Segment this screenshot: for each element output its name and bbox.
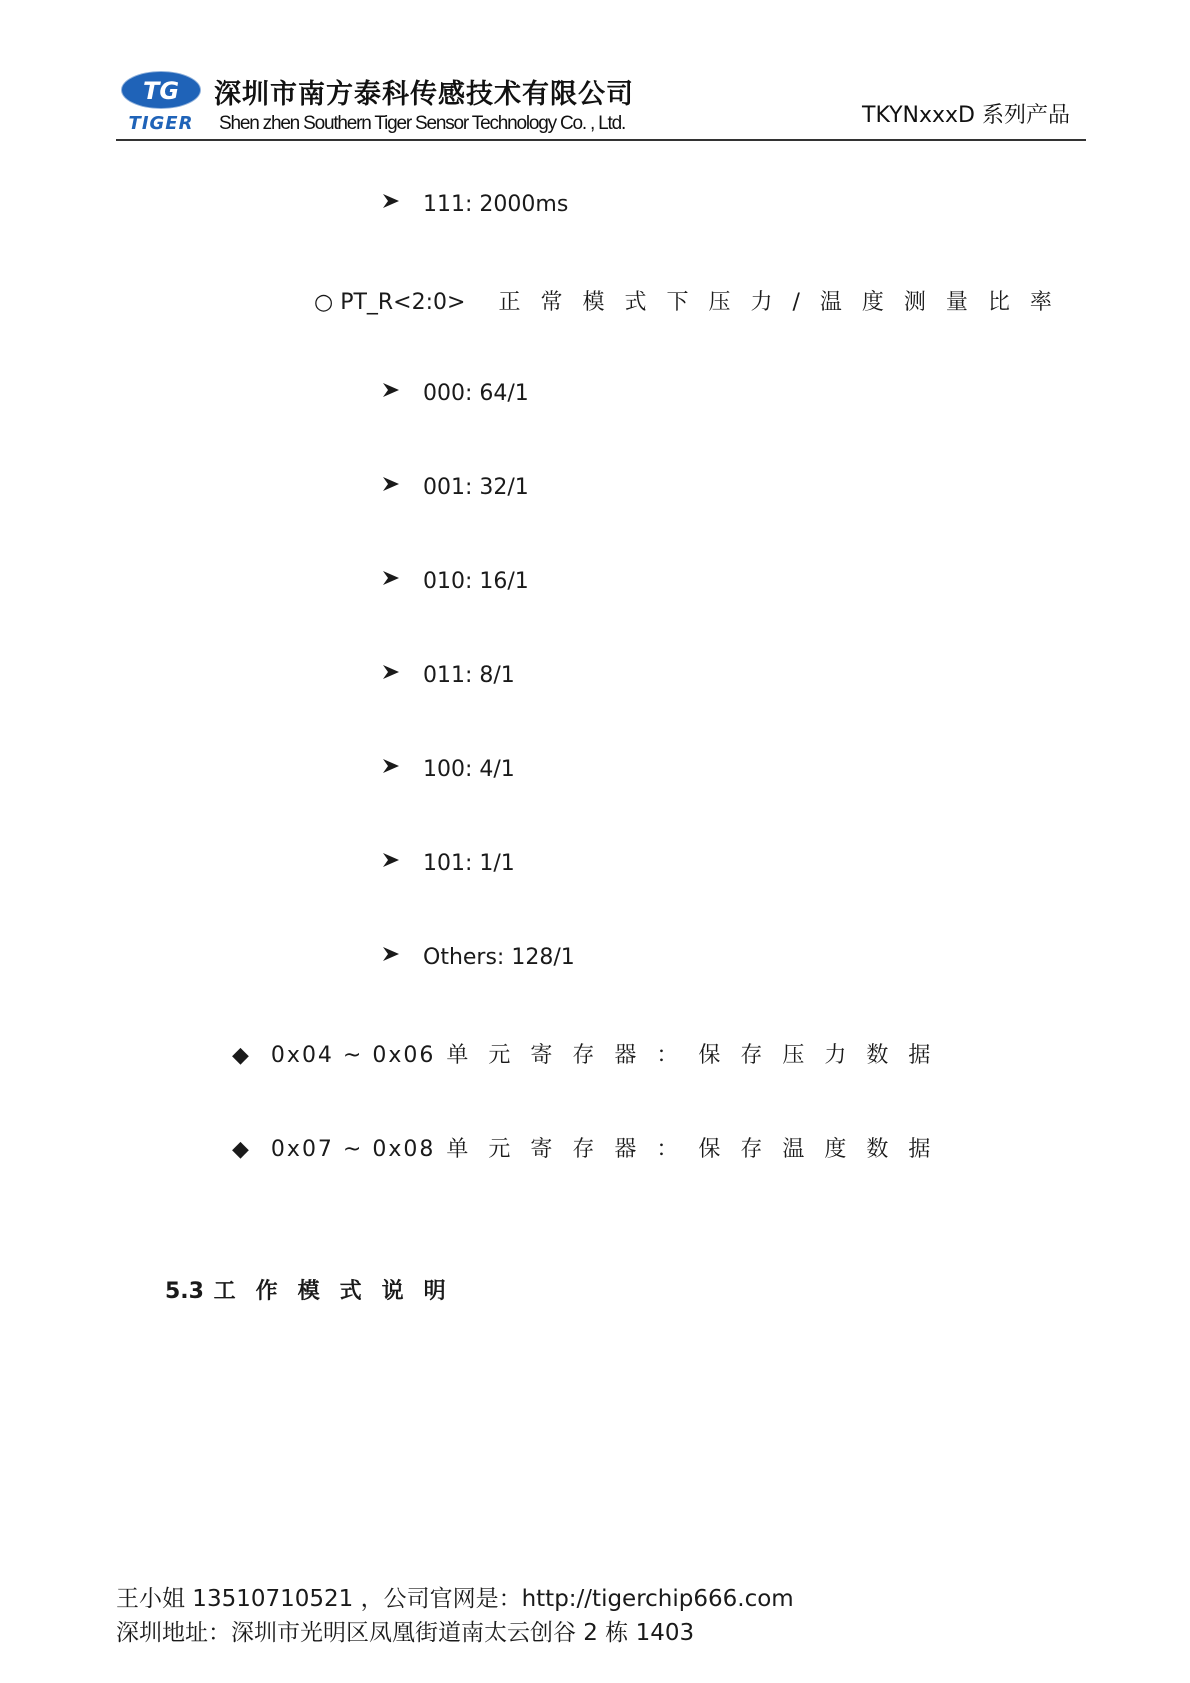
- register-note-text: 单元寄存器：保存压力数据: [446, 1043, 951, 1068]
- footer-address: 深圳地址：深圳市光明区凤凰街道南太云创谷 2 栋 1403: [116, 1620, 695, 1646]
- list-item: [381, 850, 515, 876]
- footer-contact: 王小姐 13510710521 ，公司官网是：http://tigerchip666.com: [116, 1586, 794, 1612]
- list-item-text: 010: 16/1: [423, 569, 529, 594]
- arrow-bullet-icon: [381, 380, 401, 400]
- company-logo: [118, 68, 204, 132]
- list-item: [381, 380, 529, 406]
- register-note: [232, 1132, 950, 1163]
- register-range: 0x04 ~ 0x06: [270, 1043, 436, 1068]
- register-range: 0x07 ~ 0x08: [270, 1137, 436, 1162]
- arrow-bullet-icon: [381, 756, 401, 776]
- section-number: 5.3: [165, 1279, 204, 1304]
- list-item-text: 000: 64/1: [423, 381, 529, 406]
- arrow-bullet-icon: [381, 568, 401, 588]
- list-item: [381, 944, 575, 970]
- list-item: [381, 662, 515, 688]
- list-item-text: 100: 4/1: [423, 757, 515, 782]
- register-note: [232, 1038, 950, 1069]
- logo-wordmark: TIGER: [128, 113, 194, 132]
- register-name: ○ PT_R<2:0>: [314, 290, 466, 315]
- diamond-bullet-icon: ◆: [232, 1043, 249, 1068]
- header-divider: [116, 139, 1086, 141]
- register-heading: [314, 285, 1072, 316]
- list-item-text: Others: 128/1: [423, 945, 575, 970]
- list-item: [381, 568, 529, 594]
- register-description: 正常模式下压力/温度测量比率: [498, 290, 1072, 315]
- arrow-bullet-icon: [381, 850, 401, 870]
- arrow-bullet-icon: [381, 191, 401, 211]
- logo-mark-text: TG: [142, 77, 180, 105]
- list-item: [381, 191, 568, 217]
- list-item-text: 001: 32/1: [423, 475, 529, 500]
- arrow-bullet-icon: [381, 474, 401, 494]
- list-item: [381, 756, 515, 782]
- company-name-en: Shen zhen Southern Tiger Sensor Technology Co. , Ltd.: [219, 113, 626, 134]
- company-name-cn: 深圳市南方泰科传感技术有限公司: [214, 79, 634, 110]
- list-item-text: 011: 8/1: [423, 663, 515, 688]
- diamond-bullet-icon: ◆: [232, 1137, 249, 1162]
- register-note-text: 单元寄存器：保存温度数据: [446, 1137, 951, 1162]
- list-item: [381, 474, 529, 500]
- section-heading: [165, 1274, 466, 1305]
- list-item-text: 111: 2000ms: [423, 192, 569, 217]
- product-series: TKYNxxxD 系列产品: [862, 103, 1070, 128]
- list-item-text: 101: 1/1: [423, 851, 515, 876]
- section-title: 工作模式说明: [213, 1279, 466, 1304]
- arrow-bullet-icon: [381, 944, 401, 964]
- arrow-bullet-icon: [381, 662, 401, 682]
